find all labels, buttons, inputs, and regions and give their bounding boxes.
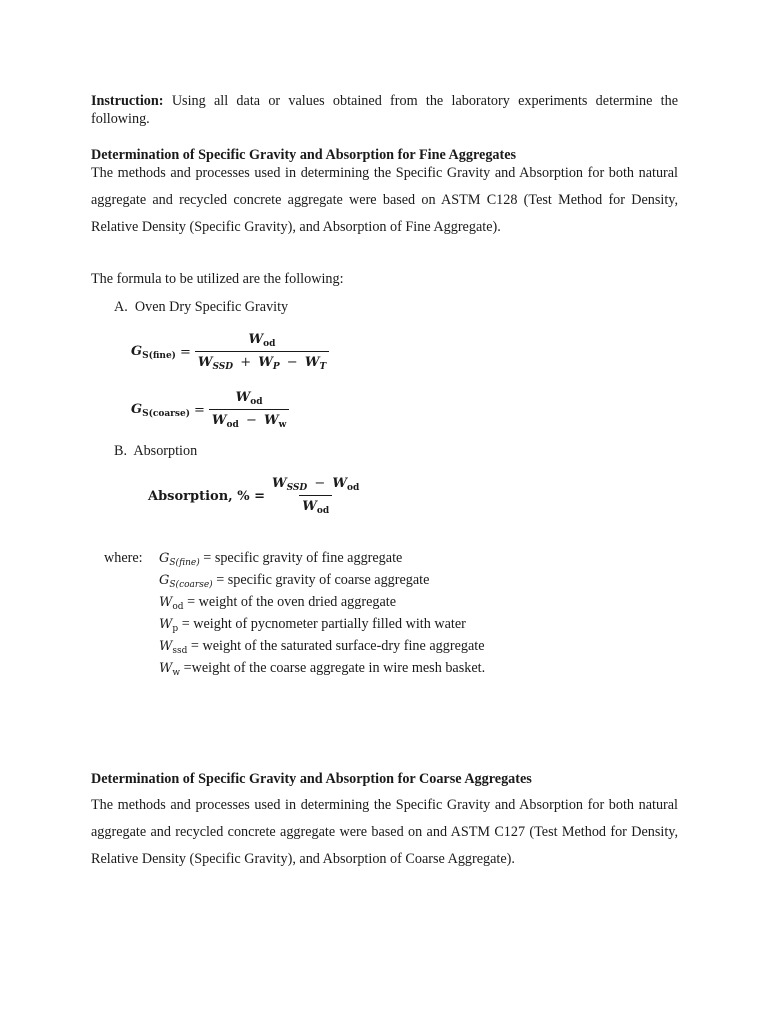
list-item-b (114, 443, 197, 460)
coarse-aggregates-heading: Determination of Specific Gravity and Absorption for Coarse Aggregates (91, 771, 532, 787)
instruction-label: Instruction: (91, 93, 164, 109)
gs-coarse-lhs: $G_{S(coarse)}$ (131, 401, 190, 419)
list-b-label: B. (114, 443, 128, 459)
fine-aggregates-body: The methods and processes used in determining the Specific Gravity and Absorption for both natural aggregate and recycled concrete aggregate were based on ASTM C128 (Test Method for Density, Relative Density (Specific Gravity), and Absorption of Fine Aggregate). (91, 165, 678, 235)
coarse-aggregates-body: The methods and processes used in determining the Specific Gravity and Absorption for both natural aggregate and recycled concrete aggregate were based on and ASTM C127 (Test Method for Density, Relative Density (Specific Gravity), and Absorption of Coarse Aggregate). (91, 797, 678, 867)
definition-w-od: $W_{od}$ = weight of the oven dried aggregate (159, 594, 397, 612)
where-label: where: (104, 550, 143, 566)
gs-fine-lhs: $G_{S(fine)}$ (131, 343, 176, 361)
equation-gs-fine: $G_{S(fine)}$ = $\frac{W_{od}}{W_{SSD} + W_P - W_T}$ (131, 332, 329, 372)
equation-absorption (148, 476, 362, 516)
definition-gs-coarse: $G_{S(coarse)}$ = specific gravity of coarse aggregate (159, 572, 430, 590)
formula-intro: The formula to be utilized are the following: (91, 271, 344, 287)
equation-gs-coarse: $G_{S(coarse)}$ = $\frac{W_{od}}{W_{od} - W_w}$ (131, 390, 289, 430)
list-a-label: A. (114, 299, 128, 315)
definitions-list (159, 550, 485, 682)
absorption-lhs: Absorption, % = (148, 488, 265, 504)
gs-fine-fraction: $\frac{W_{od}}{W_{SSD} + W_P - W_T}$ (195, 332, 329, 372)
list-a-text: Oven Dry Specific Gravity (134, 299, 289, 315)
definition-w-ssd: $W_{ssd}$ = weight of the saturated surface-dry fine aggregate (159, 638, 485, 656)
fine-aggregates-heading: Determination of Specific Gravity and Absorption for Fine Aggregates (91, 147, 517, 163)
instruction-text: Using all data or values obtained from the laboratory experiments determine the following. (91, 93, 679, 127)
list-item-a (114, 299, 288, 316)
definition-w-w: $W_w$ =weight of the coarse aggregate in wire mesh basket. (159, 660, 486, 678)
gs-coarse-fraction: $\frac{W_{od}}{W_{od} - W_w}$ (209, 390, 289, 430)
list-b-text: Absorption (133, 443, 198, 459)
definition-w-p: $W_p$ = weight of pycnometer partially filled with water (159, 616, 466, 634)
absorption-fraction: $\frac{W_{SSD} - W_{od}}{W_{od}}$ (272, 476, 360, 516)
instruction-paragraph (91, 92, 678, 128)
definition-gs-fine: $G_{S(fine)}$ = specific gravity of fine aggregate (159, 550, 403, 568)
